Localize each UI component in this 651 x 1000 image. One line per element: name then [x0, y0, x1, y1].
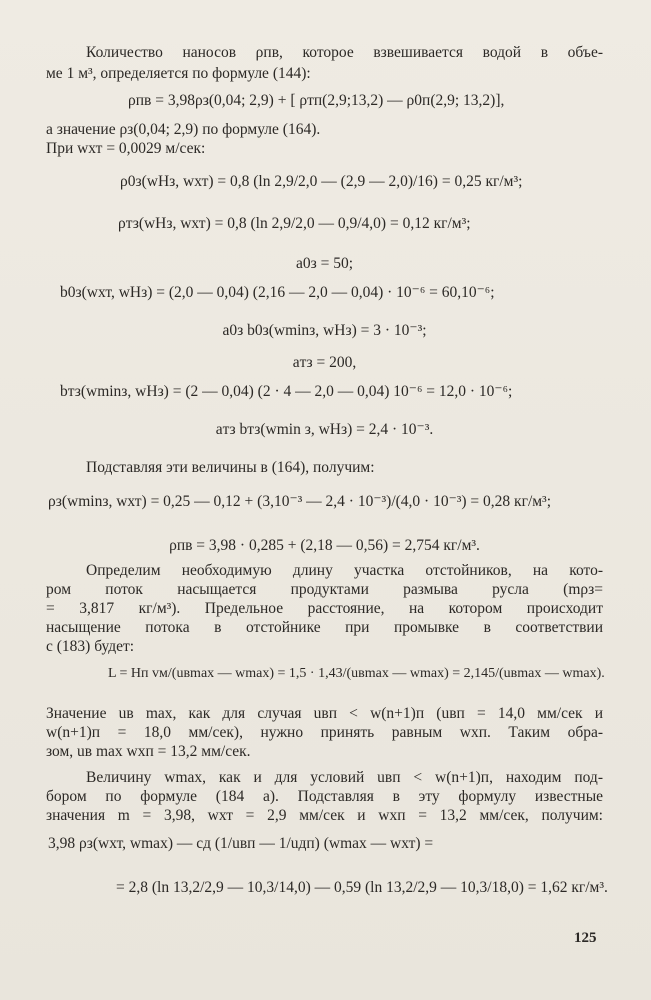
- paragraph-line: = 3,817 кг/м³). Предельное расстояние, на котором происходит: [46, 600, 603, 617]
- paragraph-line: ром поток насыщается продуктами размыва русла (mρз=: [46, 581, 603, 598]
- equation: b0з(wхт, wНз) = (2,0 — 0,04) (2,16 — 2,0 — 0,04) · 10⁻⁶ = 60,10⁻⁶;: [60, 284, 495, 301]
- equation: a0з = 50;: [295, 255, 354, 272]
- equation: aтз = 200,: [292, 354, 357, 371]
- paragraph-line: При wхт = 0,0029 м/сек:: [46, 140, 206, 157]
- equation: aтз bтз(wmin з, wНз) = 2,4 · 10⁻³.: [215, 421, 434, 438]
- equation: bтз(wminз, wНз) = (2 — 0,04) (2 · 4 — 2,0 — 0,04) 10⁻⁶ = 12,0 · 10⁻⁶;: [60, 383, 513, 400]
- paragraph-line: Определим необходимую длину участка отстойников, на кото-: [86, 562, 603, 579]
- paragraph-line: w(n+1)п = 18,0 мм/сек), нужно принять равным wхп. Таким обра-: [46, 724, 603, 741]
- page-number: 125: [574, 930, 597, 946]
- paragraph-line: ме 1 м³, определяется по формуле (144):: [46, 65, 311, 82]
- paragraph-line: Значение uв max, как для случая uвп < w(n+1)п (uвп = 14,0 мм/сек и: [46, 705, 603, 722]
- paragraph-line: а значение ρз(0,04; 2,9) по формуле (164).: [46, 121, 321, 138]
- equation: 3,98 ρз(wхт, wmax) — cд (1/uвп — 1/uдп) (wmax — wхт) =: [48, 835, 434, 852]
- paragraph-line: насыщение потока в отстойнике при промывке в соответствии: [46, 619, 603, 636]
- paragraph-line: зом, uв max wхп = 13,2 мм/сек.: [46, 743, 251, 760]
- paragraph-line: бором по формуле (184 а). Подставляя в эту формулу известные: [46, 788, 603, 805]
- paragraph-line: с (183) будет:: [46, 638, 135, 655]
- paragraph-line: значения m = 3,98, wхт = 2,9 мм/сек и wхп = 13,2 мм/сек, получим:: [46, 807, 603, 824]
- equation: L = Hп vм/(uвmax — wmax) = 1,5 · 1,43/(uвmax — wmax) = 2,145/(uвmax — wmax).: [108, 666, 605, 681]
- paragraph-line: Величину wmax, как и для условий uвп < w(n+1)п, находим под-: [86, 769, 603, 786]
- paragraph-line: Подставляя эти величины в (164), получим:: [86, 459, 375, 476]
- equation: ρпв = 3,98ρз(0,04; 2,9) + [ ρтп(2,9;13,2) — ρ0п(2,9; 13,2)],: [128, 92, 505, 109]
- equation: = 2,8 (ln 13,2/2,9 — 10,3/14,0) — 0,59 (ln 13,2/2,9 — 10,3/18,0) = 1,62 кг/м³.: [116, 879, 608, 896]
- equation: ρ0з(wНз, wхт) = 0,8 (ln 2,9/2,0 — (2,9 — 2,0)/16) = 0,25 кг/м³;: [120, 173, 523, 190]
- equation: ρз(wminз, wхт) = 0,25 — 0,12 + (3,10⁻³ — 2,4 · 10⁻³)/(4,0 · 10⁻³) = 0,28 кг/м³;: [48, 493, 552, 510]
- equation: ρтз(wНз, wхт) = 0,8 (ln 2,9/2,0 — 0,9/4,0) = 0,12 кг/м³;: [118, 215, 471, 232]
- equation: ρпв = 3,98 · 0,285 + (2,18 — 0,56) = 2,754 кг/м³.: [169, 537, 480, 554]
- equation: a0з b0з(wminз, wНз) = 3 · 10⁻³;: [222, 322, 427, 339]
- paragraph-line: Количество наносов ρпв, которое взвешивается водой в объе-: [86, 44, 603, 61]
